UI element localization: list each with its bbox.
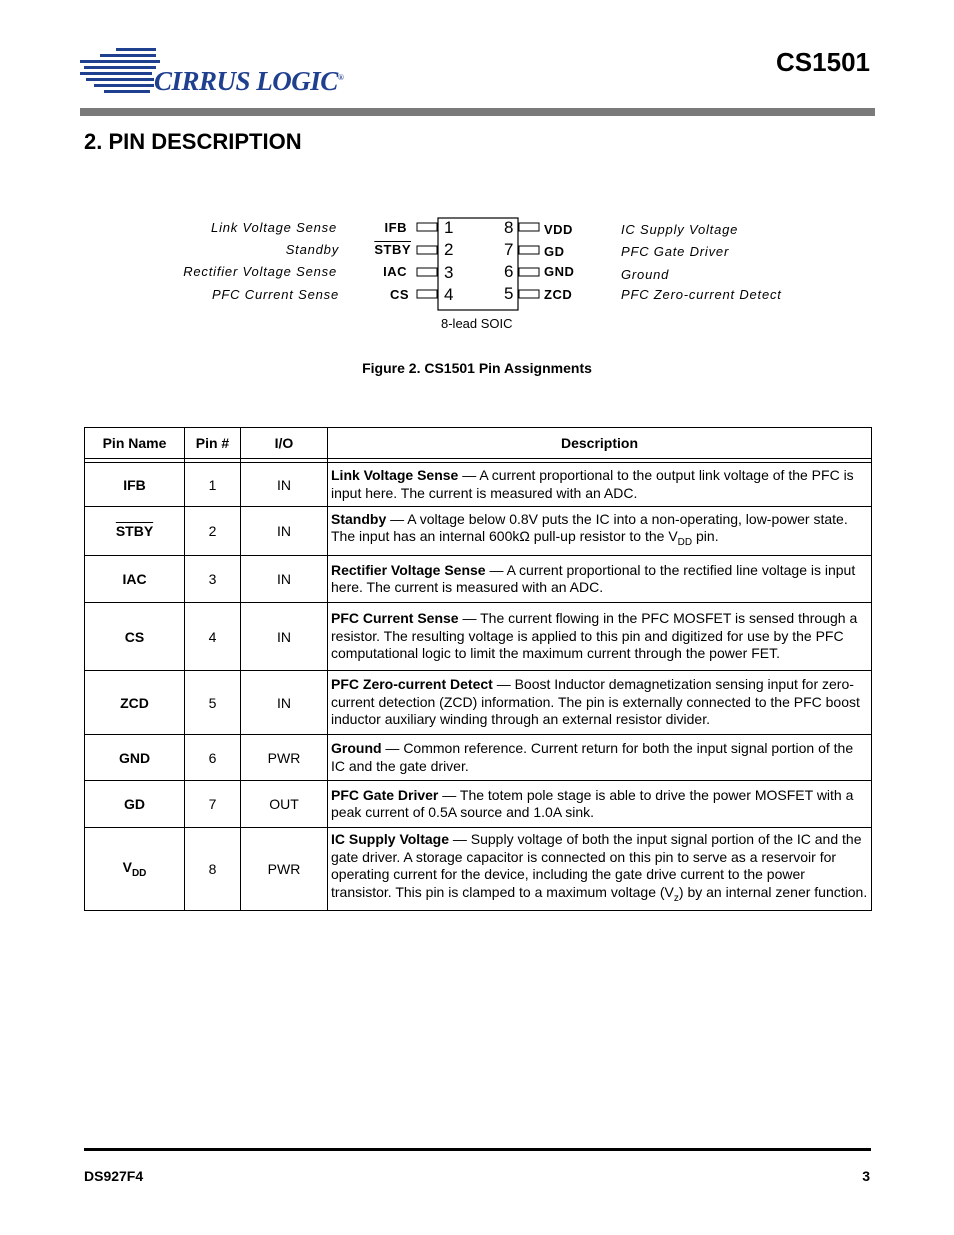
- logo-wordmark: CIRRUS LOGIC®: [154, 66, 344, 96]
- pin-name-cell: GND: [85, 735, 185, 781]
- document-id: DS927F4: [84, 1168, 144, 1184]
- description-title: PFC Gate Driver: [331, 786, 439, 803]
- pin-description-cell: [328, 671, 872, 735]
- pin-3-name: IAC: [383, 264, 407, 279]
- pin-io-cell: IN: [241, 603, 328, 671]
- pin-description-cell: [328, 828, 872, 911]
- pin-number-cell: 1: [185, 463, 241, 507]
- package-label: 8-lead SOIC: [441, 316, 513, 331]
- pin-description-table: [84, 427, 872, 911]
- pin-4-name: CS: [389, 287, 409, 302]
- pin-number-cell: 7: [185, 781, 241, 828]
- pin-io-cell: IN: [241, 463, 328, 507]
- pin-io-cell: IN: [241, 507, 328, 556]
- pin-1-number: 1: [444, 218, 454, 237]
- description-text: — A voltage below 0.8V puts the IC into a non-operating, low-power state. The input has an internal 600kΩ pull-up resistor to the V: [331, 510, 848, 545]
- pin-name-cell: STBY: [85, 507, 185, 556]
- pin-number-cell: 5: [185, 671, 241, 735]
- pin-5-number: 5: [504, 284, 514, 303]
- pin-description-cell: [328, 463, 872, 507]
- pin-7-description: PFC Gate Driver: [621, 244, 730, 259]
- subscript: DD: [677, 536, 693, 548]
- pin-5-name: ZCD: [544, 287, 573, 302]
- pin-number-cell: 8: [185, 828, 241, 911]
- description-text: — Common reference. Current return for both the input signal portion of the IC and the gate driver.: [331, 740, 854, 774]
- pin-number-cell: 4: [185, 603, 241, 671]
- pin-description-cell: [328, 507, 872, 556]
- pin-description-cell: [328, 556, 872, 603]
- description-title: Ground: [331, 740, 382, 756]
- table-row: [85, 671, 872, 735]
- table-row: [85, 556, 872, 603]
- description-text: — The current flowing in the PFC MOSFET is sensed through a resistor. The resulting voltage is applied to this pin and digitized for use by the PFC computational logic to limit the maximum current through the power FET.: [331, 610, 858, 662]
- pin-8-description: IC Supply Voltage: [621, 222, 739, 237]
- pin-name-cell: IFB: [85, 463, 185, 507]
- pin-6-name: GND: [544, 264, 575, 279]
- pin-7-number: 7: [504, 240, 514, 259]
- pin-3-number: 3: [444, 263, 454, 282]
- header-pin-number: Pin #: [185, 428, 241, 459]
- table-header-row: [85, 428, 872, 459]
- description-text: — Supply voltage of both the input signal portion of the IC and the gate driver. A storage capacitor is connected on this pin to serve as a reservoir for operating current for the device, including the gate drive current to the power transistor. This pin is clamped to a maximum voltage (V: [331, 831, 862, 900]
- page-number: 3: [862, 1168, 870, 1184]
- description-title: IC Supply Voltage: [331, 831, 449, 848]
- pin-description-cell: [328, 735, 872, 781]
- subscript: z: [673, 892, 679, 904]
- table-row: [85, 507, 872, 556]
- description-title: Rectifier Voltage Sense: [331, 561, 486, 578]
- pin-6-number: 6: [504, 262, 514, 281]
- table-row: [85, 781, 872, 828]
- description-text: — The totem pole stage is able to drive the power MOSFET with a peak current of 0.5A source and 1.0A sink.: [331, 786, 854, 820]
- table-row: [85, 828, 872, 911]
- pin-name-cell: CS: [85, 603, 185, 671]
- description-text-after: pin.: [692, 528, 719, 545]
- description-title: Standby: [331, 510, 387, 527]
- description-title: PFC Zero-current Detect: [331, 676, 493, 693]
- table-row: [85, 735, 872, 781]
- pin-name-cell: IAC: [85, 556, 185, 603]
- description-text: — A current proportional to the output link voltage of the PFC is input here. The current is measured with an ADC.: [331, 467, 854, 501]
- description-title: PFC Current Sense: [331, 610, 459, 627]
- description-text: — Boost Inductor demagnetization sensing input for zero-current detection (ZCD) information. The pin is externally connected to the PFC boost inductor auxiliary winding through an external resistor divider.: [331, 676, 860, 728]
- pin-name-cell: $V_{DD}$: [85, 828, 185, 911]
- pin-io-cell: OUT: [241, 781, 328, 828]
- description-text: — A current proportional to the rectified line voltage is input here. The current is measured with an ADC.: [331, 561, 856, 595]
- pin-io-cell: PWR: [241, 735, 328, 781]
- part-number: CS1501: [776, 47, 870, 77]
- pin-2-name: STBY: [374, 242, 411, 257]
- pin-2-description: Standby: [285, 242, 339, 257]
- table-row: [85, 603, 872, 671]
- header-description: Description: [328, 428, 872, 459]
- pin-description-cell: [328, 603, 872, 671]
- pin-7-name: GD: [544, 244, 565, 259]
- header-pin-name: Pin Name: [85, 428, 185, 459]
- pin-assignment-diagram: [185, 210, 785, 340]
- table-row: [85, 463, 872, 507]
- pin-number-cell: 2: [185, 507, 241, 556]
- figure-caption: Figure 2. CS1501 Pin Assignments: [362, 360, 592, 376]
- pin-number-cell: 3: [185, 556, 241, 603]
- pin-5-description: PFC Zero-current Detect: [621, 287, 782, 302]
- pin-4-description: PFC Current Sense: [211, 287, 339, 302]
- pin-3-description: Rectifier Voltage Sense: [183, 264, 337, 279]
- pin-io-cell: IN: [241, 671, 328, 735]
- header-io: I/O: [241, 428, 328, 459]
- pin-6-description: Ground: [621, 267, 670, 282]
- description-title: Link Voltage Sense: [331, 467, 459, 483]
- pin-io-cell: PWR: [241, 828, 328, 911]
- pin-8-name: VDD: [544, 222, 573, 237]
- header-rule: [80, 108, 875, 116]
- pin-8-number: 8: [504, 218, 514, 237]
- pin-4-number: 4: [444, 285, 454, 304]
- footer-rule: [84, 1148, 871, 1151]
- section-title: 2. PIN DESCRIPTION: [84, 129, 302, 154]
- pin-name-cell: GD: [85, 781, 185, 828]
- pin-description-cell: [328, 781, 872, 828]
- pin-1-name: IFB: [384, 220, 407, 235]
- pin-1-description: Link Voltage Sense: [211, 220, 337, 235]
- pin-io-cell: IN: [241, 556, 328, 603]
- pin-name-cell: ZCD: [85, 671, 185, 735]
- description-text-after: ) by an internal zener function.: [678, 883, 868, 900]
- pin-2-number: 2: [444, 240, 454, 259]
- pin-number-cell: 6: [185, 735, 241, 781]
